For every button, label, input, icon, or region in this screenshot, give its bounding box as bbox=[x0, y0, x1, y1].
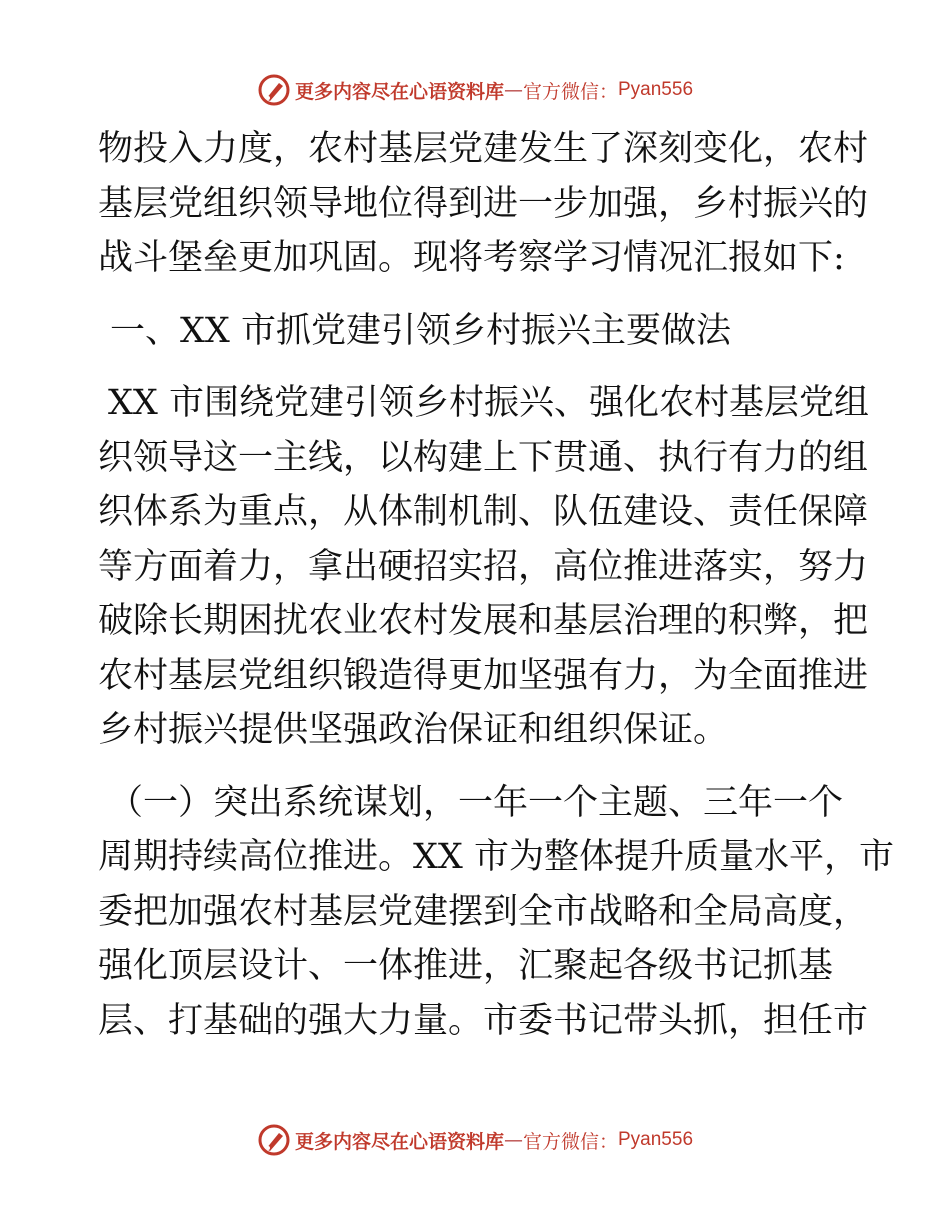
text-line: 破除长期困扰农业农村发展和基层治理的积弊，把 bbox=[98, 601, 869, 641]
header-watermark bbox=[0, 70, 950, 110]
text-line: 织领导这一主线，以构建上下贯通、执行有力的组 bbox=[98, 437, 869, 478]
text-line: 委把加强农村基层党建摆到全市战略和全局高度， bbox=[98, 891, 869, 932]
text-line: 物投入力度，农村基层党建发生了深刻变化，农村 bbox=[98, 129, 869, 169]
text-line: 织体系为重点，从体制机制、队伍建设、责任保障 bbox=[98, 492, 869, 532]
watermark-sub-text: 官方微信： bbox=[522, 1130, 618, 1153]
watermark-sub-text: 官方微信： bbox=[522, 80, 618, 103]
text-line: 战斗堡垒更加巩固。现将考察学习情况汇报如下: bbox=[98, 238, 845, 278]
text-line: 周期持续高位推进。XX 市为整体提升质量水平，市 bbox=[98, 837, 894, 877]
heading-text: 一、XX 市抓党建引领乡村振兴主要做法 bbox=[110, 310, 731, 351]
text-line: 强化顶层设计、一体推进，汇聚起各级书记抓基 bbox=[98, 946, 834, 986]
watermark-wechat-id: Pyan556 bbox=[618, 79, 694, 100]
text-line: 基层党组织领导地位得到进一步加强，乡村振兴的 bbox=[98, 183, 869, 224]
text-line: （一）突出系统谋划，一年一个主题、三年一个 bbox=[108, 782, 844, 823]
watermark-main-text: 更多内容尽在心语资料库 bbox=[294, 80, 504, 103]
pen-logo-icon bbox=[257, 1123, 291, 1157]
watermark-wechat-id: Pyan556 bbox=[618, 1129, 694, 1150]
paragraph-intro bbox=[98, 122, 869, 286]
text-line: 层、打基础的强大力量。市委书记带头抓，担任市 bbox=[98, 1000, 869, 1041]
text-line: 农村基层党组织锻造得更加坚强有力，为全面推进 bbox=[98, 655, 869, 696]
footer-watermark bbox=[0, 1120, 950, 1160]
watermark-separator: — bbox=[503, 1129, 523, 1151]
paragraph-system-planning bbox=[98, 776, 894, 1049]
text-line: 乡村振兴提供坚强政治保证和组织保证。 bbox=[98, 710, 729, 750]
watermark-main-text: 更多内容尽在心语资料库 bbox=[294, 1130, 504, 1153]
document-body bbox=[98, 122, 894, 1048]
pen-logo-icon bbox=[257, 73, 291, 107]
paragraph-main-practices bbox=[98, 376, 869, 758]
watermark-separator: — bbox=[503, 79, 523, 101]
section-heading bbox=[98, 304, 858, 359]
text-line: XX 市围绕党建引领乡村振兴、强化农村基层党组 bbox=[108, 383, 869, 423]
text-line: 等方面着力，拿出硬招实招，高位推进落实，努力 bbox=[98, 546, 869, 587]
